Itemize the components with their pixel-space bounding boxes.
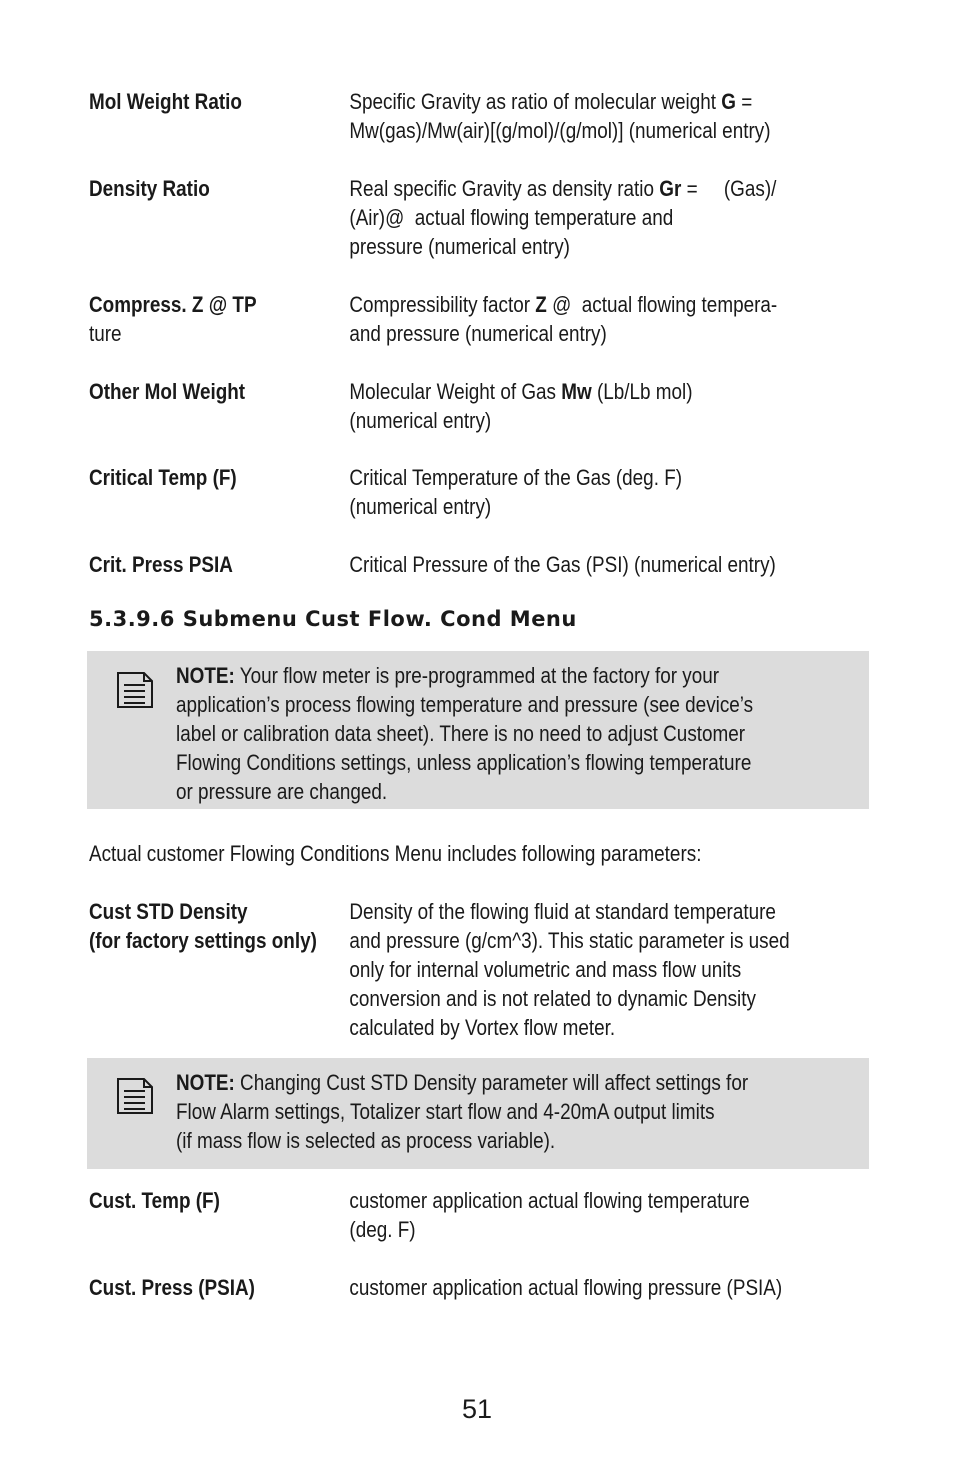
note-line: application’s process flowing temperature and pressure (see device’s — [176, 692, 754, 717]
note-line: or pressure are changed. — [176, 779, 388, 804]
parameter-description: Critical Temperature of the Gas (deg. F) (numerical entry) — [349, 465, 683, 519]
parameter-description: customer application actual flowing temperature (deg. F) — [349, 1188, 750, 1242]
parameter-term: Mol Weight Ratio — [89, 89, 242, 114]
note-line: NOTE: Your flow meter is pre-programmed at the factory for your — [176, 663, 720, 688]
parameter-term: Cust STD Density (for factory settings only) — [89, 899, 317, 953]
parameter-term: Crit. Press PSIA — [89, 552, 233, 577]
parameter-description: Critical Pressure of the Gas (PSI) (numerical entry) — [349, 552, 776, 577]
parameter-description: Specific Gravity as ratio of molecular weight G = Mw(gas)/Mw(air)[(g/mol)/(g/mol)] (numerical entry) — [349, 89, 771, 143]
note-line: label or calibration data sheet). There is no need to adjust Customer — [176, 721, 746, 746]
parameter-term: Cust. Temp (F) — [89, 1188, 220, 1213]
parameter-term: Compress. Z @ TP ture — [89, 292, 257, 346]
section-heading: 5.3.9.6 Submenu Cust Flow. Cond Menu — [89, 607, 577, 631]
note-line: Flowing Conditions settings, unless application’s flowing temperature — [176, 750, 752, 775]
parameter-term: Other Mol Weight — [89, 379, 246, 404]
note-line: (if mass flow is selected as process variable). — [176, 1128, 556, 1153]
parameter-term: Density Ratio — [89, 176, 210, 201]
note-text — [176, 1068, 840, 1155]
page-number: 51 — [461, 1394, 493, 1424]
note-document-icon — [115, 671, 155, 709]
note-box-factory — [87, 651, 869, 809]
note-text — [176, 661, 840, 806]
parameter-description: Real specific Gravity as density ratio Gr = (Gas)/ (Air)@ actual flowing temperature and pressure (numerical entry) — [349, 176, 777, 259]
parameter-description: Molecular Weight of Gas Mw (Lb/Lb mol) (numerical entry) — [349, 379, 693, 433]
note-document-icon — [115, 1077, 155, 1115]
note-line: Flow Alarm settings, Totalizer start flow and 4-20mA output limits — [176, 1099, 715, 1124]
parameter-term: Critical Temp (F) — [89, 465, 237, 490]
parameter-description: Density of the flowing fluid at standard temperature and pressure (g/cm^3). This static parameter is used only for internal volumetric and mass flow units conversion and is not related to dynamic Density calculated by Vortex flow meter. — [349, 899, 790, 1040]
intro-paragraph: Actual customer Flowing Conditions Menu includes following parameters: — [89, 841, 702, 866]
note-label: NOTE: — [176, 663, 235, 688]
parameter-description: customer application actual flowing pressure (PSIA) — [349, 1275, 783, 1300]
parameter-term: Cust. Press (PSIA) — [89, 1275, 255, 1300]
note-label: NOTE: — [176, 1070, 235, 1095]
note-box-density — [87, 1058, 869, 1169]
note-line: NOTE: Changing Cust STD Density parameter will affect settings for — [176, 1070, 749, 1095]
parameter-description: Compressibility factor Z @ actual flowing tempera- and pressure (numerical entry) — [349, 292, 778, 346]
